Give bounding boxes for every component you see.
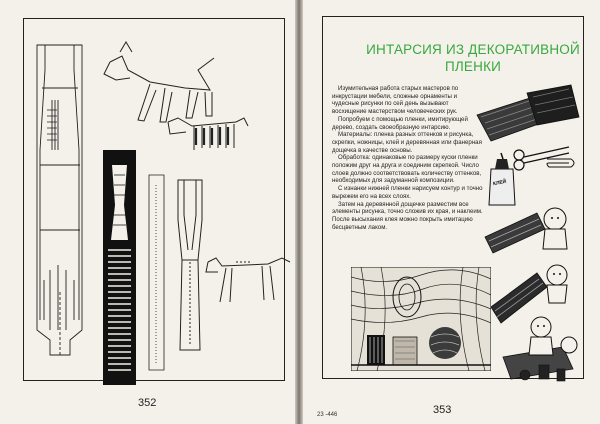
right-page [303, 0, 600, 424]
title-line: ПЛЕНКИ [444, 59, 502, 74]
paragraph: Затем на деревянной дощечке разместим все элементы рисунка, точно сложив их края, и наклеим. После высыхания клея можно покрыть имитацию бесцветным лаком. [332, 200, 483, 231]
article-body [332, 85, 484, 231]
horse-template-strip-illustration [0, 0, 295, 424]
page-number: 353 [433, 404, 452, 416]
paragraph: Попробуем с помощью пленки, имитирующей дерево, создать своеобразную интарсию. [332, 115, 468, 131]
left-page [0, 0, 295, 424]
book-spine [295, 0, 303, 424]
materials-illustration [473, 77, 583, 207]
paragraph: Обработка: одинаковые по размеру куски пленки положим друг на друга и соединим скрепкой. Число слоев должно соответствовать количеству оттенков, необходимых для задуманной композиции. [332, 154, 482, 185]
page-number: 352 [138, 397, 157, 409]
title-line: ИНТАРСИЯ ИЗ ДЕКОРАТИВНОЙ [366, 42, 580, 57]
intarsia-picture [351, 267, 491, 371]
paperclip-icon [547, 159, 574, 167]
page-frame [322, 16, 584, 379]
paragraph: Изумительная работа старых мастеров по инкрустации мебели, сложные орнаменты и чудесные рисунки по сей день вызывают восхищение мастерством человеческих рук. [332, 85, 459, 116]
gnomes-illustration [483, 197, 583, 387]
glue-label: КЛЕЙ [492, 178, 507, 188]
printer-signature-mark: 23 -446 [317, 412, 338, 418]
paragraph: Материалы: пленка разных оттенков и рисунка, скрепки, ножницы, клей и деревянная или фанерная дощечка в качестве основы. [332, 131, 482, 154]
article-title [363, 41, 583, 75]
paragraph: С изнанки нижней пленки нарисуем контур и точно вырежем его на всех слоях. [332, 185, 483, 200]
